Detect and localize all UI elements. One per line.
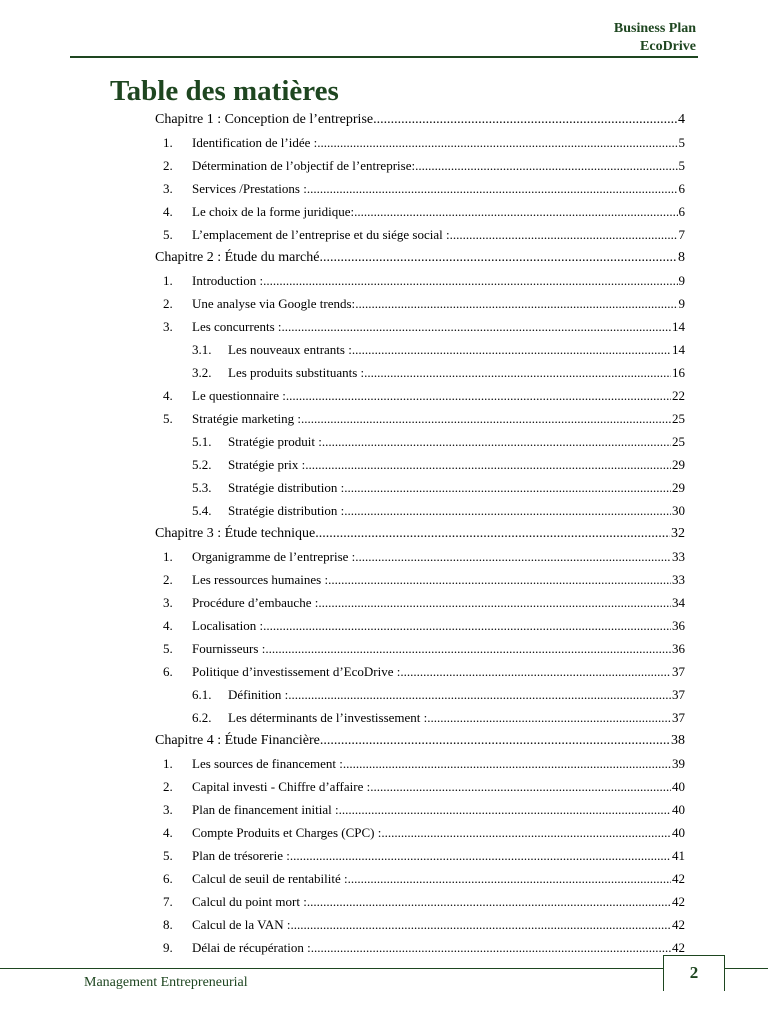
toc-entry-page: 25 [672,411,685,426]
toc-entry[interactable] [155,292,685,315]
toc-entry-page: 29 [672,480,685,495]
toc-entry-number: 4. [163,825,173,840]
dot-leader [307,890,671,913]
toc-entry-label: Plan de trésorerie : [192,848,290,863]
dot-leader [263,269,677,292]
toc-entry[interactable] [155,223,685,246]
toc-entry-label: Calcul de la VAN : [192,917,291,932]
toc-entry[interactable] [155,407,685,430]
dot-leader [305,453,671,476]
toc-entry[interactable] [155,844,685,867]
toc-entry-label: L’emplacement de l’entreprise et du siége social : [192,227,450,242]
dot-leader [355,292,677,315]
toc-entry-number: 3.2. [192,365,212,380]
toc-entry-number: 3. [163,181,173,196]
toc-entry[interactable] [155,430,685,453]
dot-leader [286,384,671,407]
toc-entry-page: 5 [678,135,685,150]
toc-entry-label: Procédure d’embauche : [192,595,319,610]
toc-entry-page: 39 [672,756,685,771]
toc-entry-label: Une analyse via Google trends: [192,296,356,311]
toc-entry-label: Compte Produits et Charges (CPC) : [192,825,382,840]
toc-entry[interactable] [155,775,685,798]
toc-entry[interactable] [155,867,685,890]
toc-entry-page: 40 [672,779,685,794]
toc-entry-number: 2. [163,158,173,173]
dot-leader [339,798,671,821]
toc-chapter-entry[interactable] [155,729,685,752]
toc-entry-page: 33 [672,572,685,587]
dot-leader [315,522,670,545]
toc-entry-label: Plan de financement initial : [192,802,339,817]
toc-entry-label: Services /Prestations : [192,181,307,196]
dot-leader [322,430,671,453]
toc-entry[interactable] [155,154,685,177]
toc-entry-page: 42 [672,894,685,909]
toc-entry-number: 4. [163,618,173,633]
toc-entry-page: 40 [672,802,685,817]
toc-entry-number: 5. [163,227,173,242]
toc-entry[interactable] [155,591,685,614]
dot-leader [282,315,671,338]
toc-entry[interactable] [155,315,685,338]
dot-leader [400,660,671,683]
toc-entry[interactable] [155,131,685,154]
dot-leader [355,545,671,568]
toc-entry-number: 5. [163,641,173,656]
toc-entry-number: 3. [163,595,173,610]
toc-entry-label: Calcul du point mort : [192,894,307,909]
toc-entry-page: 9 [678,296,685,311]
dot-leader [290,844,671,867]
toc-entry-number: 5. [163,848,173,863]
toc-entry-number: 1. [163,135,173,150]
toc-entry[interactable] [155,890,685,913]
toc-entry-number: 7. [163,894,173,909]
dot-leader [450,223,678,246]
toc-entry[interactable] [155,545,685,568]
toc-entry-number: 1. [163,549,173,564]
dot-leader [307,177,678,200]
toc-entry-label: Chapitre 2 : Étude du marché [155,250,320,265]
dot-leader [318,591,671,614]
toc-entry[interactable] [155,913,685,936]
page-title: Table des matières [110,75,339,107]
toc-entry-number: 3. [163,319,173,334]
toc-entry-label: Définition : [228,687,289,702]
toc-entry[interactable] [155,798,685,821]
toc-entry-label: Chapitre 1 : Conception de l’entreprise [155,112,374,127]
page-number: 2 [663,955,725,991]
footer-text: Management Entrepreneurial [84,975,248,990]
toc-entry-page: 4 [678,112,685,127]
toc-entry[interactable] [155,269,685,292]
toc-entry-page: 37 [672,710,685,725]
toc-entry-label: Stratégie marketing : [192,411,302,426]
dot-leader [265,637,671,660]
toc-entry-label: Les ressources humaines : [192,572,329,587]
toc-entry[interactable] [155,177,685,200]
toc-entry-number: 6. [163,664,173,679]
toc-entry-page: 7 [678,227,685,242]
toc-entry-page: 8 [678,250,685,265]
footer-rule-right [725,968,768,969]
dot-leader [343,752,671,775]
toc-entry[interactable] [155,683,685,706]
toc-entry-page: 42 [672,871,685,886]
toc-entry-number: 6.1. [192,687,212,702]
toc-entry-page: 42 [672,917,685,932]
dot-leader [364,361,671,384]
toc-entry-number: 2. [163,779,173,794]
toc-entry[interactable] [155,706,685,729]
toc-entry-label: Chapitre 4 : Étude Financière [155,733,320,748]
toc-entry-page: 37 [672,664,685,679]
toc-entry-number: 6. [163,871,173,886]
toc-entry-number: 1. [163,273,173,288]
toc-chapter-entry[interactable] [155,522,685,545]
toc-entry[interactable] [155,384,685,407]
toc-entry-number: 5.1. [192,434,212,449]
toc-entry-page: 32 [671,526,685,541]
toc-entry-page: 14 [672,319,685,334]
toc-entry-label: Les concurrents : [192,319,282,334]
header-company-name: EcoDrive [640,39,696,54]
dot-leader [344,499,671,522]
toc-entry-page: 29 [672,457,685,472]
toc-entry-label: Stratégie distribution : [228,480,345,495]
footer-rule-left [0,968,664,969]
toc-entry-label: Introduction : [192,273,264,288]
toc-entry[interactable] [155,614,685,637]
dot-leader [352,338,671,361]
toc-entry-number: 2. [163,296,173,311]
dot-leader [354,200,677,223]
toc-entry-page: 37 [672,687,685,702]
dot-leader [415,154,677,177]
toc-entry-page: 40 [672,825,685,840]
toc-entry-number: 4. [163,204,173,219]
toc-entry-label: Le questionnaire : [192,388,286,403]
toc-entry[interactable] [155,200,685,223]
toc-entry-page: 25 [672,434,685,449]
toc-entry-label: Les sources de financement : [192,756,343,771]
toc-entry-number: 3.1. [192,342,212,357]
toc-entry-page: 34 [672,595,685,610]
toc-entry[interactable] [155,338,685,361]
toc-entry-page: 36 [672,618,685,633]
document-header [614,20,696,56]
dot-leader [373,108,677,131]
toc-entry-page: 36 [672,641,685,656]
toc-entry-number: 2. [163,572,173,587]
toc-entry[interactable] [155,637,685,660]
toc-entry-page: 41 [672,848,685,863]
toc-entry-number: 5.2. [192,457,212,472]
toc-entry-page: 38 [671,733,685,748]
dot-leader [263,614,671,637]
dot-leader [381,821,671,844]
toc-entry-number: 6.2. [192,710,212,725]
toc-entry-page: 9 [678,273,685,288]
toc-entry-label: Délai de récupération : [192,940,311,955]
toc-entry-number: 9. [163,940,173,955]
toc-entry-label: Politique d’investissement d’EcoDrive : [192,664,401,679]
toc-entry-label: Calcul de seuil de rentabilité : [192,871,348,886]
toc-entry-label: Stratégie distribution : [228,503,345,518]
toc-entry-number: 3. [163,802,173,817]
dot-leader [344,476,671,499]
toc-entry-label: Les produits substituants : [228,365,365,380]
toc-entry-page: 42 [672,940,685,955]
toc-entry-page: 6 [678,181,685,196]
toc-entry[interactable] [155,821,685,844]
toc-entry-page: 33 [672,549,685,564]
toc-entry-label: Chapitre 3 : Étude technique [155,526,316,541]
toc-entry-page: 14 [672,342,685,357]
toc-entry-number: 5.3. [192,480,212,495]
toc-entry-number: 1. [163,756,173,771]
toc-entry-number: 5. [163,411,173,426]
toc-entry[interactable] [155,660,685,683]
toc-entry-label: Fournisseurs : [192,641,266,656]
header-rule [70,56,698,58]
toc-entry-page: 5 [678,158,685,173]
toc-entry-number: 8. [163,917,173,932]
toc-entry-page: 16 [672,365,685,380]
dot-leader [320,729,670,752]
toc-entry[interactable] [155,476,685,499]
dot-leader [311,936,671,959]
dot-leader [427,706,671,729]
toc-entry-label: Capital investi - Chiffre d’affaire : [192,779,371,794]
toc-entry[interactable] [155,936,685,959]
toc-entry[interactable] [155,568,685,591]
toc-entry-page: 6 [678,204,685,219]
dot-leader [288,683,671,706]
toc-entry-page: 22 [672,388,685,403]
toc-entry-label: Les déterminants de l’investissement : [228,710,428,725]
toc-entry-page: 30 [672,503,685,518]
toc-entry-label: Organigramme de l’entreprise : [192,549,356,564]
toc-entry-label: Détermination de l’objectif de l’entreprise: [192,158,416,173]
toc-entry[interactable] [155,361,685,384]
toc-entry-label: Les nouveaux entrants : [228,342,352,357]
dot-leader [370,775,671,798]
toc-entry-label: Localisation : [192,618,264,633]
toc-entry-number: 4. [163,388,173,403]
toc-entry[interactable] [155,453,685,476]
toc-entry[interactable] [155,752,685,775]
dot-leader [348,867,671,890]
toc-entry-number: 5.4. [192,503,212,518]
toc-entry-label: Identification de l’idée : [192,135,318,150]
table-of-contents [155,108,685,959]
toc-entry-label: Stratégie prix : [228,457,306,472]
toc-entry[interactable] [155,499,685,522]
toc-entry-label: Le choix de la forme juridique: [192,204,355,219]
toc-chapter-entry[interactable] [155,108,685,131]
dot-leader [317,131,677,154]
toc-chapter-entry[interactable] [155,246,685,269]
dot-leader [319,246,677,269]
dot-leader [328,568,671,591]
header-business-plan: Business Plan [613,21,696,36]
dot-leader [301,407,671,430]
toc-entry-label: Stratégie produit : [228,434,322,449]
dot-leader [290,913,671,936]
